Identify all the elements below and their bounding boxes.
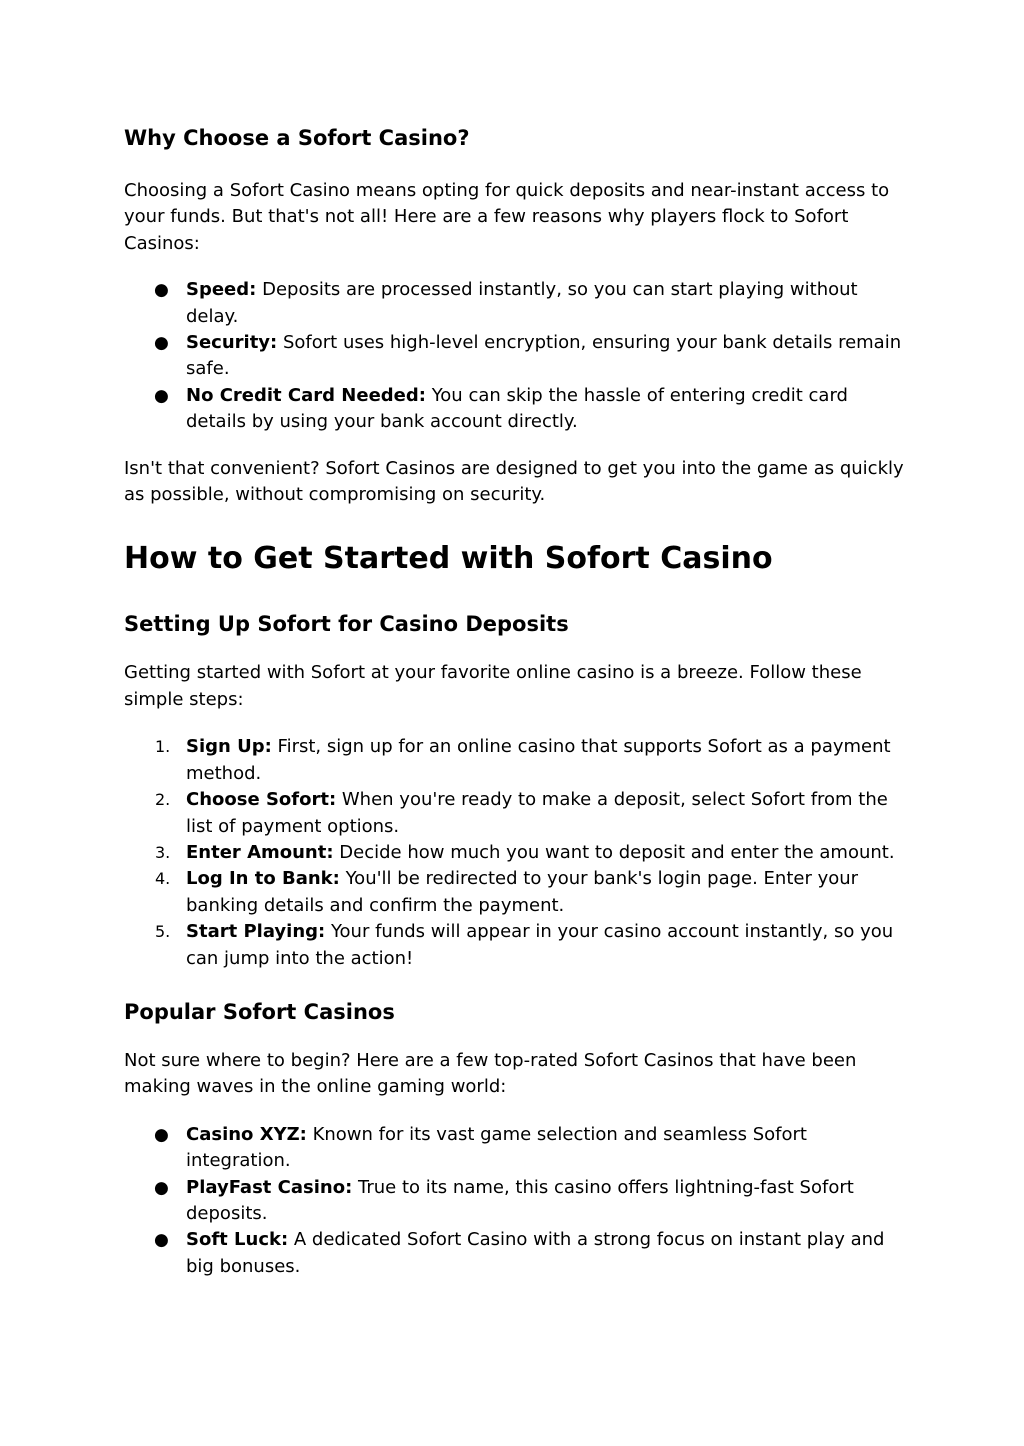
item-description: First, sign up for an online casino that supports Sofort as a payment method. [186, 736, 891, 784]
bullet-icon: ● [154, 1124, 169, 1145]
popular-casinos-list [124, 1122, 904, 1280]
setup-intro-paragraph: Getting started with Sofort at your favorite online casino is a breeze. Follow these simple steps: [124, 662, 862, 710]
popular-intro-paragraph: Not sure where to begin? Here are a few top-rated Sofort Casinos that have been making waves in the online gaming world: [124, 1049, 857, 1098]
list-item [124, 1175, 904, 1228]
bullet-icon: ● [154, 333, 169, 354]
list-item [124, 787, 904, 840]
item-term: Casino XYZ: [186, 1123, 307, 1145]
item-description: Decide how much you want to deposit and enter the amount. [333, 841, 895, 863]
section-heading-setup: Setting Up Sofort for Casino Deposits [124, 612, 569, 637]
list-item [124, 840, 904, 866]
item-description: When you're ready to make a deposit, select Sofort from the list of payment options. [186, 789, 888, 837]
step-number: 1. [155, 737, 171, 757]
item-term: PlayFast Casino: [186, 1176, 353, 1198]
item-term: Log In to Bank: [186, 868, 340, 890]
list-item [124, 1227, 904, 1280]
step-number: 3. [155, 842, 171, 862]
item-description: A dedicated Sofort Casino with a strong focus on instant play and big bonuses. [186, 1229, 885, 1277]
item-description: Your funds will appear in your casino account instantly, so you can jump into the action! [186, 921, 894, 969]
item-term: Soft Luck: [186, 1229, 289, 1251]
item-term: Sign Up: [186, 736, 272, 758]
item-description: True to its name, this casino offers lightning-fast Sofort deposits. [186, 1176, 854, 1224]
list-item [124, 1122, 904, 1175]
list-item [124, 383, 904, 436]
list-item [124, 734, 904, 787]
step-number: 4. [155, 869, 171, 889]
why-reasons-list [124, 277, 904, 435]
bullet-icon: ● [154, 1177, 169, 1198]
document-page [124, 122, 904, 1280]
item-term: Security: [186, 332, 278, 354]
section-heading-popular: Popular Sofort Casinos [124, 999, 395, 1024]
bullet-icon: ● [154, 385, 169, 406]
item-description: You'll be redirected to your bank's login page. Enter your banking details and confirm the payment. [186, 868, 859, 916]
item-term: Speed: [186, 279, 257, 301]
page-title: How to Get Started with Sofort Casino [124, 541, 773, 577]
list-item [124, 330, 904, 383]
item-description: Known for its vast game selection and seamless Sofort integration. [186, 1123, 807, 1172]
step-number: 5. [155, 922, 171, 942]
setup-steps-list [124, 734, 904, 972]
item-description: You can skip the hassle of entering credit card details by using your bank account directly. [186, 384, 848, 433]
list-item [124, 866, 904, 919]
item-term: Start Playing: [186, 921, 326, 943]
bullet-icon: ● [154, 280, 169, 301]
bullet-icon: ● [154, 1230, 169, 1251]
section-heading-why: Why Choose a Sofort Casino? [124, 126, 470, 150]
item-description: Sofort uses high-level encryption, ensuring your bank details remain safe. [186, 332, 902, 380]
item-term: Enter Amount: [186, 841, 334, 863]
why-intro-paragraph: Choosing a Sofort Casino means opting for quick deposits and near-instant access to your funds. But that's not all! Here are a few reasons why players flock to Sofort Casinos: [124, 180, 890, 254]
list-item [124, 277, 904, 330]
item-term: No Credit Card Needed: [186, 384, 426, 406]
item-description: Deposits are processed instantly, so you can start playing without delay. [186, 279, 858, 327]
list-item [124, 919, 904, 972]
item-term: Choose Sofort: [186, 789, 337, 811]
why-outro-paragraph: Isn't that convenient? Sofort Casinos are designed to get you into the game as quickly as possible, without compromising on security. [124, 457, 904, 506]
step-number: 2. [155, 790, 171, 810]
